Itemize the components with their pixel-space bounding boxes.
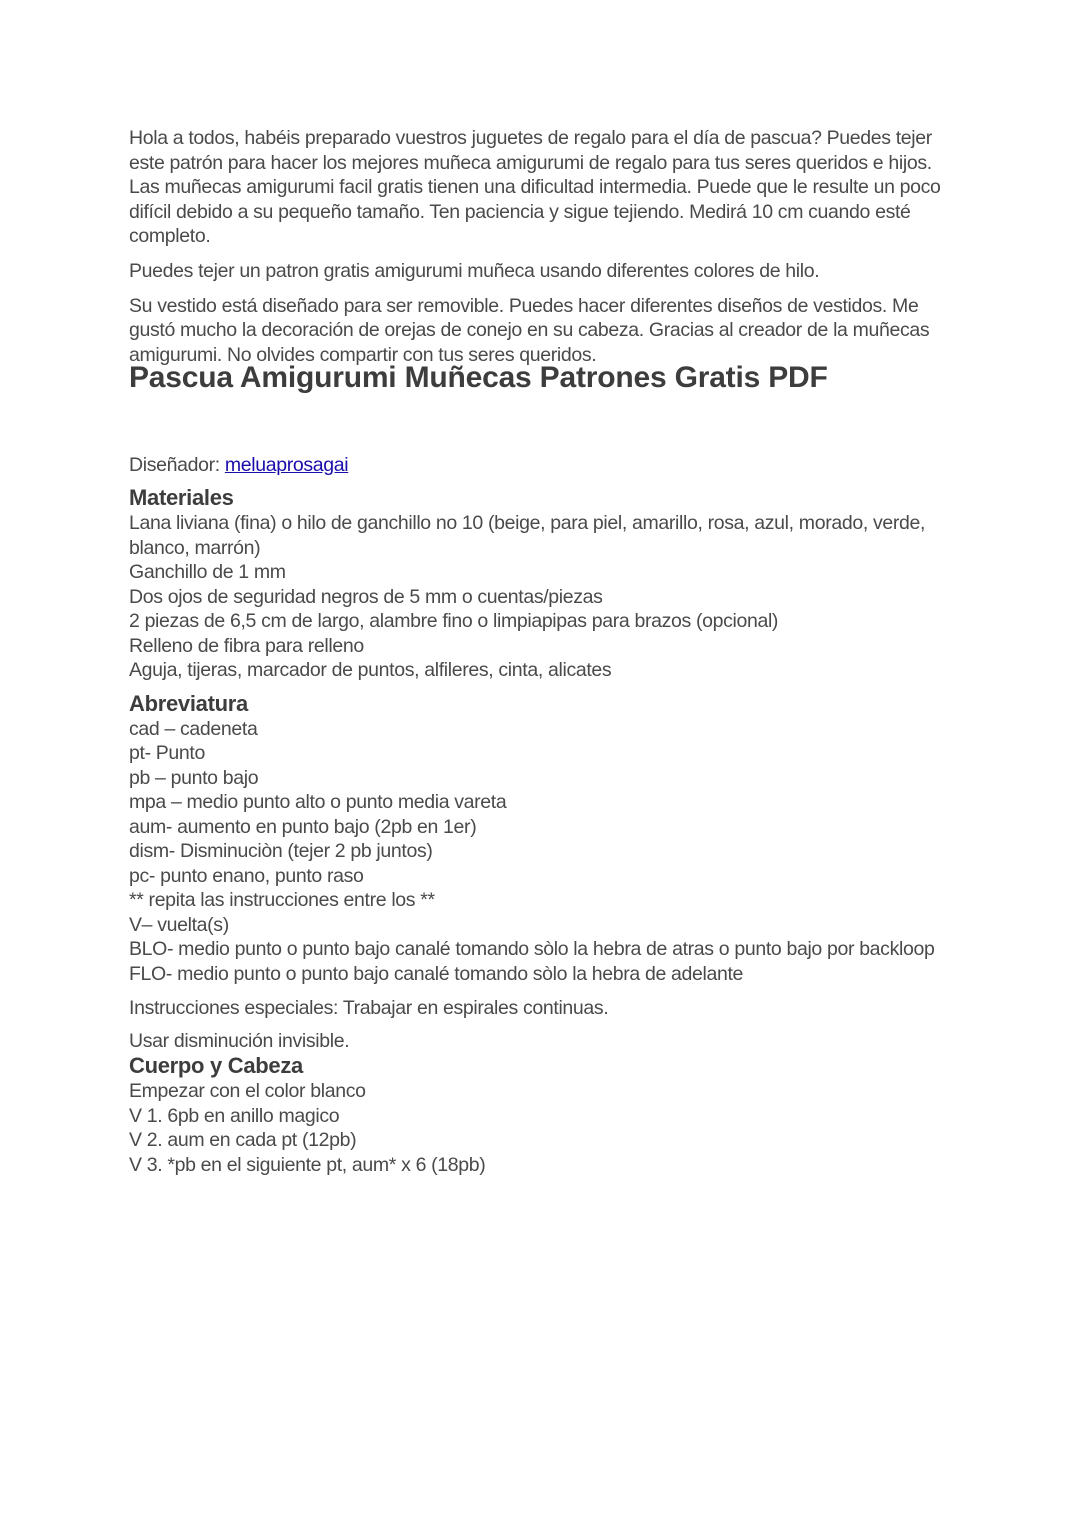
list-item: FLO- medio punto o punto bajo canalé tomando sòlo la hebra de adelante [129, 962, 744, 985]
list-item: Dos ojos de seguridad negros de 5 mm o cuentas/piezas [129, 585, 603, 608]
page-title: Pascua Amigurumi Muñecas Patrones Gratis PDF [129, 361, 828, 395]
list-item: ** repita las instrucciones entre los ** [129, 889, 435, 912]
intro-section [129, 126, 949, 367]
special-instructions [129, 996, 949, 1053]
document-page [129, 126, 949, 1177]
designer-line [129, 453, 949, 477]
list-item: Aguja, tijeras, marcador de puntos, alfileres, cinta, alicates [129, 659, 612, 682]
materiales-heading: Materiales [129, 485, 234, 511]
designer-label: Diseñador: [129, 454, 225, 477]
intro-paragraph: Puedes tejer un patron gratis amigurumi muñeca usando diferentes colores de hilo. [129, 259, 820, 282]
abreviatura-heading: Abreviatura [129, 690, 248, 716]
list-item: V– vuelta(s) [129, 913, 229, 936]
list-item: V 1. 6pb en anillo magico [129, 1104, 340, 1127]
special-instruction: Usar disminución invisible. [129, 1030, 350, 1053]
list-item: Lana liviana (fina) o hilo de ganchillo no 10 (beige, para piel, amarillo, rosa, azul, morado, verde, blanco, marrón) [129, 512, 926, 559]
list-item: cad – cadeneta [129, 717, 258, 740]
list-item: Relleno de fibra para relleno [129, 634, 364, 657]
list-item: pb – punto bajo [129, 766, 259, 789]
special-instruction: Instrucciones especiales: Trabajar en espirales continuas. [129, 997, 609, 1020]
list-item: BLO- medio punto o punto bajo canalé tomando sòlo la hebra de atras o punto bajo por backloop [129, 938, 935, 961]
list-item: pt- Punto [129, 742, 205, 765]
list-item: aum- aumento en punto bajo (2pb en 1er) [129, 815, 477, 838]
list-item: dism- Disminuciòn (tejer 2 pb juntos) [129, 840, 433, 863]
materiales-list [129, 511, 949, 683]
cuerpo-heading: Cuerpo y Cabeza [129, 1053, 303, 1079]
list-item: 2 piezas de 6,5 cm de largo, alambre fino o limpiapipas para brazos (opcional) [129, 610, 779, 633]
list-item: Ganchillo de 1 mm [129, 561, 286, 584]
list-item: Empezar con el color blanco [129, 1080, 366, 1103]
list-item: pc- punto enano, punto raso [129, 864, 364, 887]
intro-paragraph: Hola a todos, habéis preparado vuestros juguetes de regalo para el día de pascua? Puedes tejer este patrón para hacer los mejores muñeca amigurumi de regalo para tus seres queridos e hijos. Las muñecas amigurumi facil gratis tienen una dificultad intermedia. Puede que le resulte un poco difícil debido a su pequeño tamaño. Ten paciencia y sigue tejiendo. Medirá 10 cm cuando esté completo. [129, 127, 941, 248]
abreviatura-list [129, 717, 949, 987]
list-item: V 2. aum en cada pt (12pb) [129, 1129, 357, 1152]
list-item: V 3. *pb en el siguiente pt, aum* x 6 (18pb) [129, 1153, 486, 1176]
intro-paragraph: Su vestido está diseñado para ser removible. Puedes hacer diferentes diseños de vestidos. Me gustó mucho la decoración de orejas de conejo en su cabeza. Gracias al creador de la muñecas amigurumi. No olvides compartir con tus seres queridos. [129, 294, 930, 366]
cuerpo-list [129, 1079, 949, 1177]
designer-link[interactable]: meluaprosagai [224, 454, 349, 477]
list-item: mpa – medio punto alto o punto media vareta [129, 791, 507, 814]
